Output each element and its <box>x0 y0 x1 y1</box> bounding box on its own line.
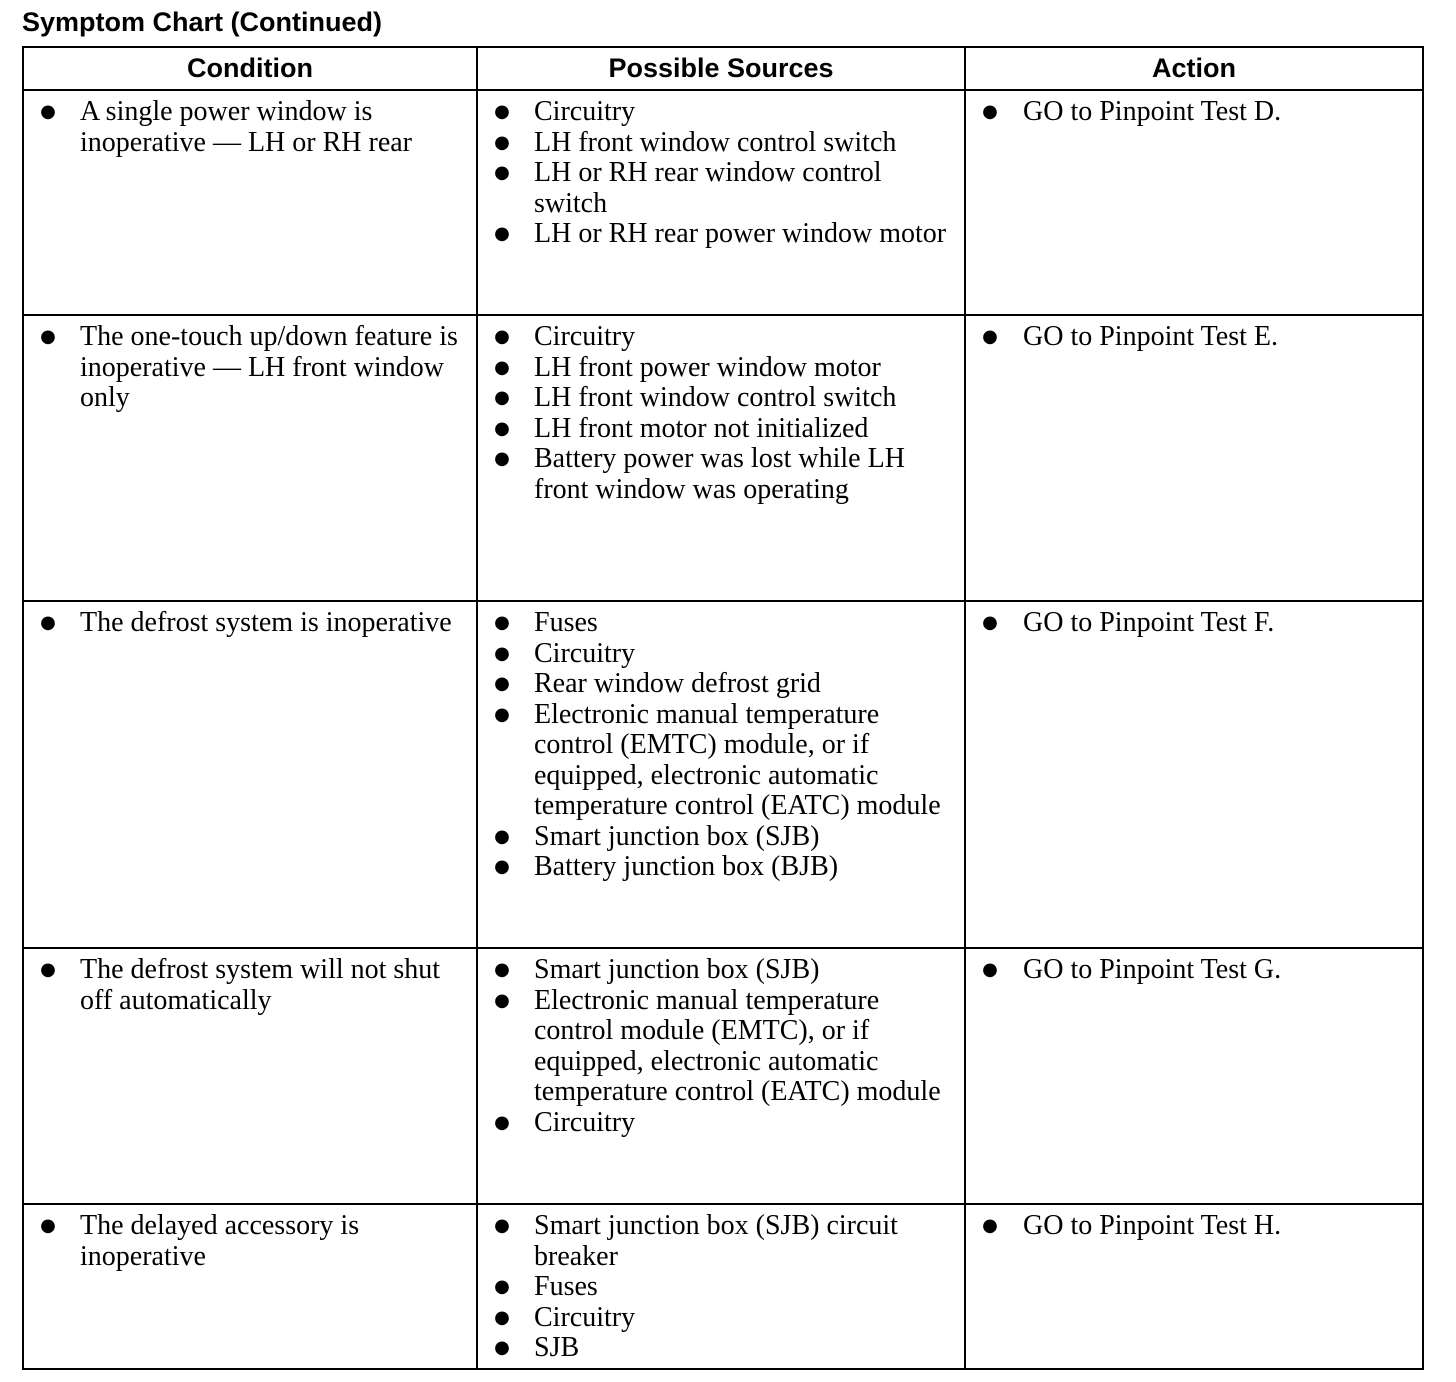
bullet-icon: ● <box>494 1276 510 1297</box>
action-cell <box>965 90 1423 315</box>
condition-text: The delayed accessory is inoperative <box>80 1210 360 1272</box>
symptom-chart-table <box>22 46 1424 1370</box>
bullet-icon: ● <box>494 417 510 439</box>
source-text: LH front power window motor <box>534 351 881 383</box>
source-text: Circuitry <box>534 1106 636 1138</box>
source-text: SJB <box>534 1332 580 1363</box>
column-header-possible-sources: Possible Sources <box>477 47 965 90</box>
list-item <box>966 322 1418 353</box>
action-cell <box>965 948 1423 1204</box>
bullet-icon: ● <box>982 101 998 122</box>
list-item <box>478 608 960 639</box>
list-item <box>24 97 472 158</box>
source-text: Electronic manual temperature control (EMTC) module, or if equipped, electronic automatic temperature control (EATC) module <box>534 698 941 821</box>
list-item <box>478 383 960 414</box>
list-item <box>478 700 960 822</box>
column-header-action: Action <box>965 47 1423 90</box>
list-item <box>478 353 960 384</box>
source-text: Circuitry <box>534 1301 636 1333</box>
source-text: Battery junction box (BJB) <box>534 851 839 882</box>
list-item <box>478 986 960 1108</box>
bullet-icon: ● <box>494 856 510 877</box>
source-text: Battery power was lost while LH front window was operating <box>534 443 905 505</box>
list-item <box>24 608 472 639</box>
list-item <box>478 639 960 670</box>
list-item <box>478 128 960 159</box>
bullet-icon: ● <box>40 1215 56 1236</box>
condition-cell <box>23 948 477 1204</box>
source-text: Smart junction box (SJB) <box>534 954 820 985</box>
source-text: Smart junction box (SJB) <box>534 820 820 852</box>
condition-text: A single power window is inoperative — LH or RH rear <box>80 96 412 158</box>
source-text: Circuitry <box>534 96 636 127</box>
source-text: LH front window control switch <box>534 382 897 413</box>
bullet-icon: ● <box>494 1111 510 1133</box>
list-item <box>24 1211 472 1272</box>
action-text: GO to Pinpoint Test F. <box>1023 607 1275 638</box>
condition-cell <box>23 90 477 315</box>
list-item <box>478 97 960 128</box>
action-text: GO to Pinpoint Test D. <box>1023 96 1282 127</box>
bullet-icon: ● <box>982 1215 998 1236</box>
source-text: LH or RH rear window control switch <box>534 157 882 219</box>
list-item <box>966 608 1418 639</box>
source-text: Fuses <box>534 607 598 638</box>
bullet-icon: ● <box>494 131 510 153</box>
condition-text: The one-touch up/down feature is inoperative — LH front window only <box>80 321 458 413</box>
table-row <box>23 315 1423 601</box>
sources-cell <box>477 1204 965 1369</box>
source-text: Circuitry <box>534 321 636 352</box>
bullet-icon: ● <box>494 1337 510 1358</box>
list-item <box>478 822 960 853</box>
list-item <box>478 852 960 883</box>
bullet-icon: ● <box>494 673 510 694</box>
bullet-icon: ● <box>982 326 998 347</box>
list-item <box>478 414 960 445</box>
sources-cell <box>477 948 965 1204</box>
list-item <box>478 1108 960 1139</box>
list-item <box>966 97 1418 128</box>
bullet-icon: ● <box>40 326 56 347</box>
bullet-icon: ● <box>494 642 510 664</box>
action-text: GO to Pinpoint Test H. <box>1023 1210 1282 1241</box>
list-item <box>478 1333 960 1364</box>
source-text: Fuses <box>534 1271 598 1302</box>
sources-cell <box>477 315 965 601</box>
list-item <box>478 322 960 353</box>
list-item <box>478 669 960 700</box>
sources-cell <box>477 601 965 948</box>
list-item <box>24 322 472 414</box>
source-text: LH front motor not initialized <box>534 412 869 444</box>
list-item <box>478 219 960 250</box>
list-item <box>478 1211 960 1272</box>
source-text: Smart junction box (SJB) circuit breaker <box>534 1210 898 1272</box>
header-row <box>23 47 1423 90</box>
bullet-icon: ● <box>494 612 510 633</box>
list-item <box>478 158 960 219</box>
table-row <box>23 948 1423 1204</box>
list-item <box>478 955 960 986</box>
condition-cell <box>23 315 477 601</box>
condition-cell <box>23 1204 477 1369</box>
bullet-icon: ● <box>494 825 510 847</box>
page-title: Symptom Chart (Continued) <box>22 7 382 37</box>
list-item <box>966 955 1418 986</box>
bullet-icon: ● <box>494 959 510 980</box>
bullet-icon: ● <box>494 448 510 469</box>
column-header-condition: Condition <box>23 47 477 90</box>
action-text: GO to Pinpoint Test G. <box>1023 954 1282 985</box>
source-text: Rear window defrost grid <box>534 668 821 699</box>
bullet-icon: ● <box>494 162 510 183</box>
bullet-icon: ● <box>494 703 510 725</box>
bullet-icon: ● <box>40 959 56 980</box>
bullet-icon: ● <box>494 387 510 408</box>
list-item <box>24 955 472 1016</box>
bullet-icon: ● <box>40 101 56 122</box>
condition-text: The defrost system is inoperative <box>80 607 452 638</box>
list-item <box>966 1211 1418 1242</box>
bullet-icon: ● <box>494 1215 510 1236</box>
source-text: Electronic manual temperature control module (EMTC), or if equipped, electronic automatic temperature control (EATC) module <box>534 984 941 1107</box>
bullet-icon: ● <box>494 356 510 378</box>
bullet-icon: ● <box>494 326 510 347</box>
list-item <box>478 1272 960 1303</box>
source-text: LH front window control switch <box>534 126 897 158</box>
source-text: LH or RH rear power window motor <box>534 218 947 249</box>
bullet-icon: ● <box>982 612 998 633</box>
bullet-icon: ● <box>40 612 56 633</box>
condition-cell <box>23 601 477 948</box>
source-text: Circuitry <box>534 637 636 669</box>
bullet-icon: ● <box>982 959 998 980</box>
bullet-icon: ● <box>494 1306 510 1328</box>
action-cell <box>965 1204 1423 1369</box>
sources-cell <box>477 90 965 315</box>
action-text: GO to Pinpoint Test E. <box>1023 321 1278 352</box>
bullet-icon: ● <box>494 101 510 122</box>
list-item <box>478 1303 960 1334</box>
list-item <box>478 444 960 505</box>
bullet-icon: ● <box>494 223 510 244</box>
bullet-icon: ● <box>494 989 510 1011</box>
table-row <box>23 90 1423 315</box>
table-row <box>23 601 1423 948</box>
table-row <box>23 1204 1423 1369</box>
condition-text: The defrost system will not shut off automatically <box>80 954 441 1016</box>
action-cell <box>965 601 1423 948</box>
action-cell <box>965 315 1423 601</box>
